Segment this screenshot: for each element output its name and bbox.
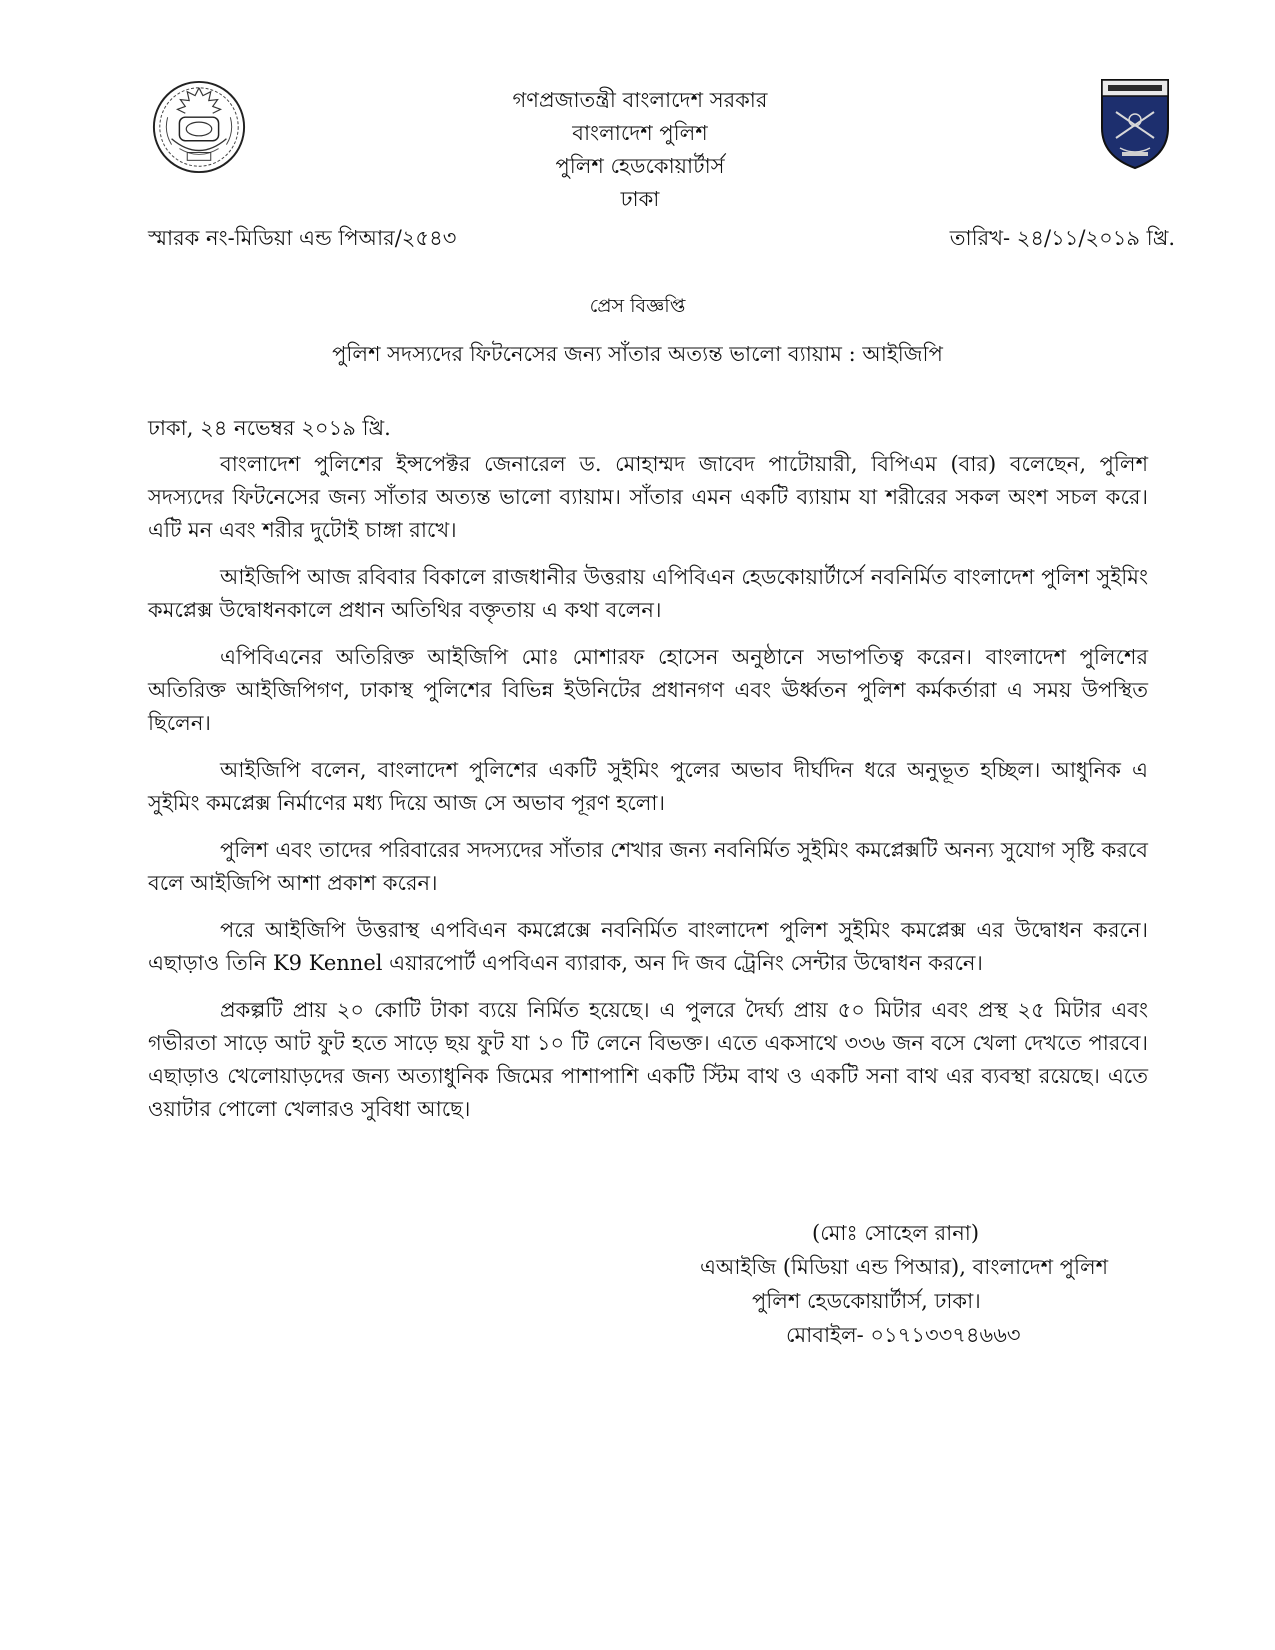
paragraph: পরে আইজিপি উত্তরাস্থ এপবিএন কমপ্লেক্সে নবনির্মিত বাংলাদেশ পুলিশ সুইমিং কমপ্লেক্স এর উদ্বোধন করনে। এছাড়াও তিনি K9 Kennel এয়ারপোর্ট এপবিএন ব্যারাক, অন দি জব ট্রেনিং সেন্টার উদ্বোধন করনে। bbox=[148, 918, 1148, 975]
signatory-designation: এআইজি (মিডিয়া এন্ড পিআর), বাংলাদেশ পুলিশ bbox=[700, 1255, 1109, 1279]
signatory-name: (মোঃ সোহেল রানা) bbox=[812, 1221, 980, 1245]
paragraph: এপিবিএনের অতিরিক্ত আইজিপি মোঃ মোশারফ হোসেন অনুষ্ঠানে সভাপতিত্ব করেন। বাংলাদেশ পুলিশের অতিরিক্ত আইজিপিগণ, ঢাকাস্থ পুলিশের বিভিন্ন ইউনিটের প্রধানগণ এবং ঊর্ধ্বতন পুলিশ কর্মকর্তারা এ সময় উপস্থিত ছিলেন। bbox=[148, 645, 1148, 735]
police-seal-icon bbox=[150, 78, 248, 176]
memo-date: তারিখ- ২৪/১১/২০১৯ খ্রি. bbox=[949, 226, 1175, 250]
dateline: ঢাকা, ২৪ নভেম্বর ২০১৯ খ্রি. bbox=[148, 416, 391, 440]
paragraph: প্রকল্পটি প্রায় ২০ কোটি টাকা ব্যয়ে নির্মিত হয়েছে। এ পুলরে দৈর্ঘ্য প্রায় ৫০ মিটার এবং প্রস্থ ২৫ মিটার এবং গভীরতা সাড়ে আট ফুট হতে সাড়ে ছয় ফুট যা ১০ টি লেনে বিভক্ত। এতে একসাথে ৩৩৬ জন বসে খেলা দেখতে পারবে। এছাড়াও খেলোয়াড়দের জন্য অত্যাধুনিক জিমের পাশাপাশি একটি স্টিম বাথ ও একটি সনা বাথ এর ব্যবস্থা রয়েছে। এতে ওয়াটার পোলো খেলারও সুবিধা আছে। bbox=[148, 998, 1148, 1121]
paragraph: পুলিশ এবং তাদের পরিবারের সদস্যদের সাঁতার শেখার জন্য নবনির্মিত সুইমিং কমপ্লেক্সটি অনন্য সুযোগ সৃষ্টি করবে বলে আইজিপি আশা প্রকাশ করেন। bbox=[148, 838, 1148, 895]
city-name: ঢাকা bbox=[620, 187, 660, 211]
office-name: পুলিশ হেডকোয়ার্টার্স bbox=[555, 154, 725, 178]
signatory-office: পুলিশ হেডকোয়ার্টার্স, ঢাকা। bbox=[752, 1289, 981, 1313]
body-text bbox=[148, 448, 1148, 1140]
paragraph: বাংলাদেশ পুলিশের ইন্সপেক্টর জেনারেল ড. মোহাম্মদ জাবেদ পাটোয়ারী, বিপিএম (বার) বলেছেন, পুলিশ সদস্যদের ফিটনেসের জন্য সাঁতার অত্যন্ত ভালো ব্যায়াম। সাঁতার এমন একটি ব্যায়াম যা শরীরের সকল অংশ সচল করে। এটি মন এবং শরীর দুটোই চাঙ্গা রাখে। bbox=[148, 452, 1148, 542]
letterhead bbox=[330, 84, 950, 216]
memo-reference: স্মারক নং-মিডিয়া এন্ড পিআর/২৫৪৩ bbox=[148, 226, 457, 250]
signature-block bbox=[700, 1216, 1170, 1352]
government-name: গণপ্রজাতন্ত্রী বাংলাদেশ সরকার bbox=[512, 88, 768, 112]
paragraph: আইজিপি আজ রবিবার বিকালে রাজধানীর উত্তরায় এপিবিএন হেডকোয়ার্টার্সে নবনির্মিত বাংলাদেশ পুলিশ সুইমিং কমপ্লেক্স উদ্বোধনকালে প্রধান অতিথির বক্তৃতায় এ কথা বলেন। bbox=[148, 565, 1148, 622]
headline: পুলিশ সদস্যদের ফিটনেসের জন্য সাঁতার অত্যন্ত ভালো ব্যায়াম : আইজিপি bbox=[332, 342, 943, 366]
signatory-mobile: মোবাইল- ০১৭১৩৩৭৪৬৬৩ bbox=[786, 1323, 1021, 1347]
shield-emblem-icon bbox=[1098, 76, 1172, 172]
press-release-label: প্রেস বিজ্ঞপ্তি bbox=[589, 295, 686, 317]
paragraph: আইজিপি বলেন, বাংলাদেশ পুলিশের একটি সুইমিং পুলের অভাব দীর্ঘদিন ধরে অনুভূত হচ্ছিল। আধুনিক এ সুইমিং কমপ্লেক্স নির্মাণের মধ্য দিয়ে আজ সে অভাব পূরণ হলো। bbox=[148, 758, 1148, 815]
organization-name: বাংলাদেশ পুলিশ bbox=[572, 121, 708, 145]
